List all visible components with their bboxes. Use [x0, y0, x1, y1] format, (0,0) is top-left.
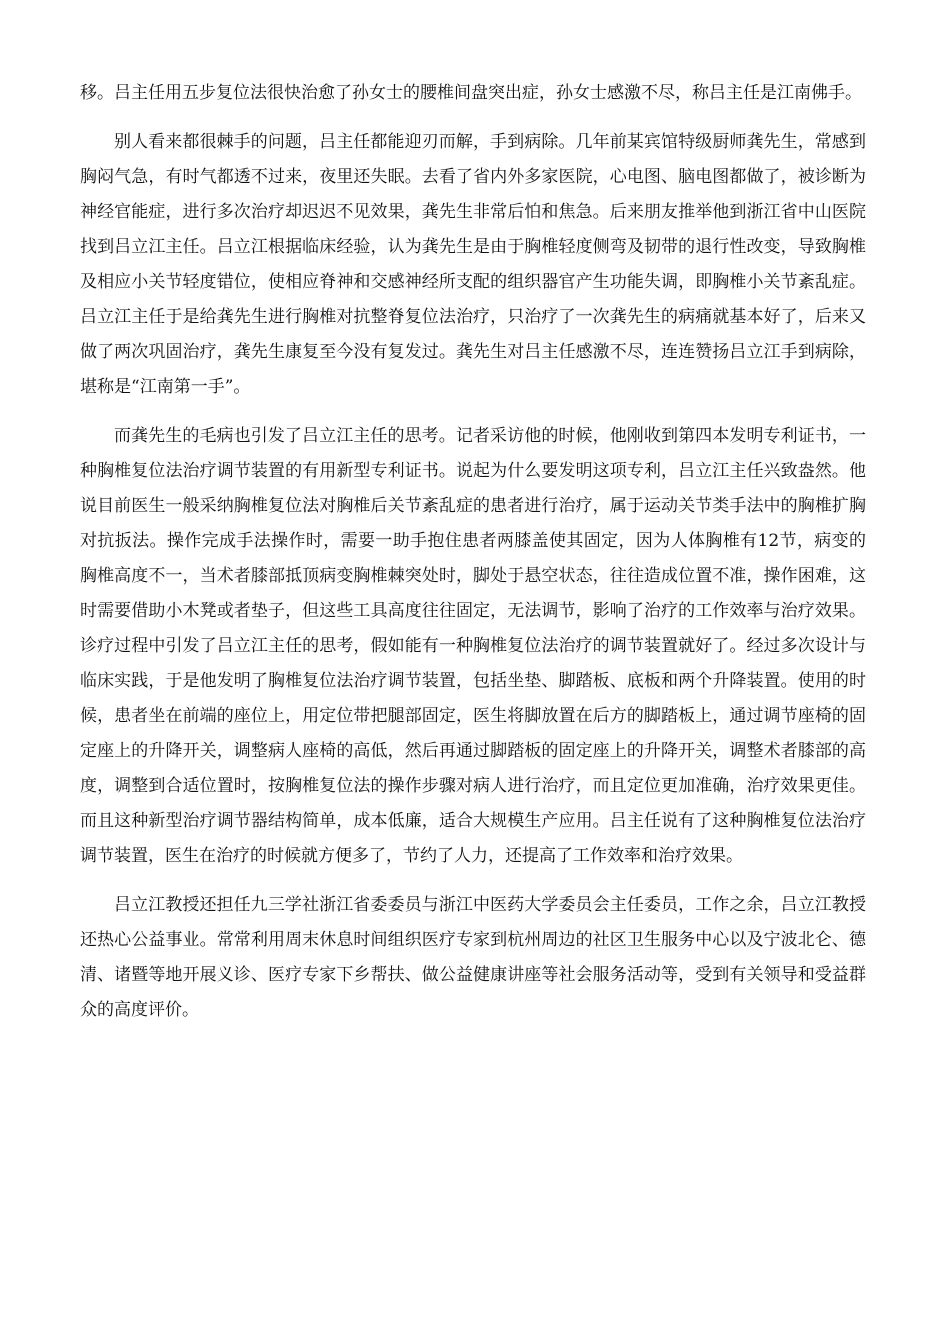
article-body [80, 76, 866, 1042]
paragraph: 别人看来都很棘手的问题，吕主任都能迎刃而解，手到病除。几年前某宾馆特级厨师龚先生，常感到胸闷气急，有时气都透不过来，夜里还失眠。去看了省内外多家医院，心电图、脑电图都做了，被诊断为神经官能症，进行多次治疗却迟迟不见效果，龚先生非常后怕和焦急。后来朋友推举他到浙江省中山医院找到吕立江主任。吕立江根据临床经验，认为龚先生是由于胸椎轻度侧弯及韧带的退行性改变，导致胸椎及相应小关节轻度错位，使相应脊神和交感神经所支配的组织器官产生功能失调，即胸椎小关节紊乱症。吕立江主任于是给龚先生进行胸椎对抗整脊复位法治疗，只治疗了一次龚先生的病痛就基本好了，后来又做了两次巩固治疗，龚先生康复至今没有复发过。龚先生对吕主任感激不尽，连连赞扬吕立江手到病除，堪称是“江南第一手”。 [80, 132, 866, 397]
paragraph: 吕立江教授还担任九三学社浙江省委委员与浙江中医药大学委员会主任委员，工作之余，吕立江教授还热心公益事业。常常利用周末休息时间组织医疗专家到杭州周边的社区卫生服务中心以及宁波北仑、德清、诸暨等地开展义诊、医疗专家下乡帮扶、做公益健康讲座等社会服务活动等，受到有关领导和受益群众的高度评价。 [80, 895, 866, 1020]
paragraph-continuation: 移。吕主任用五步复位法很快治愈了孙女士的腰椎间盘突出症，孙女士感激不尽，称吕主任是江南佛手。 [80, 83, 862, 103]
paragraph: 而龚先生的毛病也引发了吕立江主任的思考。记者采访他的时候，他刚收到第四本发明专利证书，一种胸椎复位法治疗调节装置的有用新型专利证书。说起为什么要发明这项专利，吕立江主任兴致盎然。他说目前医生一般采纳胸椎复位法对胸椎后关节紊乱症的患者进行治疗，属于运动关节类手法中的胸椎扩胸对抗扳法。操作完成手法操作时，需要一助手抱住患者两膝盖使其固定，因为人体胸椎有12节，病变的胸椎高度不一，当术者膝部抵顶病变胸椎棘突处时，脚处于悬空状态，往往造成位置不准，操作困难，这时需要借助小木凳或者垫子，但这些工具高度往往固定，无法调节，影响了治疗的工作效率与治疗效果。诊疗过程中引发了吕立江主任的思考，假如能有一种胸椎复位法治疗的调节装置就好了。经过多次设计与临床实践，于是他发明了胸椎复位法治疗调节装置，包括坐垫、脚踏板、底板和两个升降装置。使用的时候，患者坐在前端的座位上，用定位带把腿部固定，医生将脚放置在后方的脚踏板上，通过调节座椅的固定座上的升降开关，调整病人座椅的高低，然后再通过脚踏板的固定座上的升降开关，调整术者膝部的高度，调整到合适位置时，按胸椎复位法的操作步骤对病人进行治疗，而且定位更加准确，治疗效果更佳。而且这种新型治疗调节器结构简单，成本低廉，适合大规模生产应用。吕主任说有了这种胸椎复位法治疗调节装置，医生在治疗的时候就方便多了，节约了人力，还提高了工作效率和治疗效果。 [80, 426, 866, 866]
